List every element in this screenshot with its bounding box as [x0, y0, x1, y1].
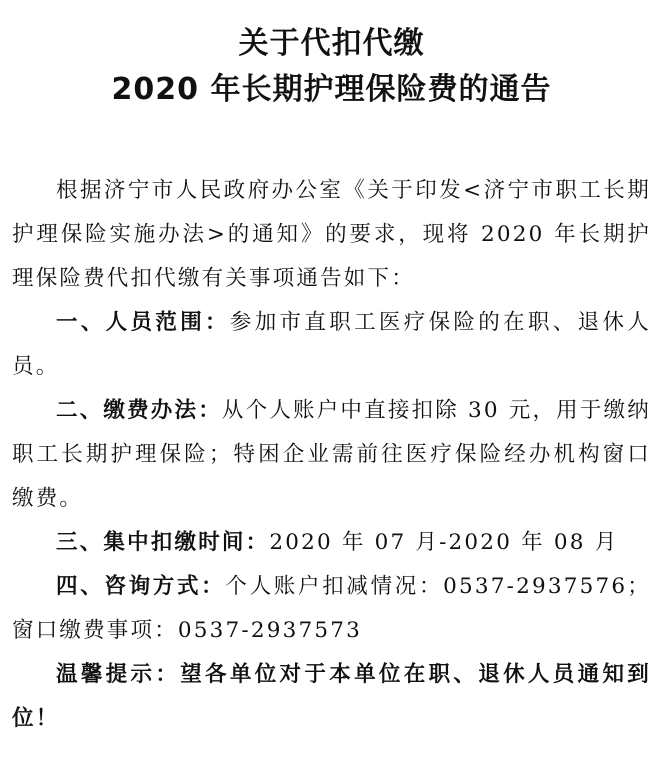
section-text: 2020 年 07 月-2020 年 08 月 [269, 530, 619, 555]
section-heading: 一、人员范围： [56, 310, 230, 335]
section-payment-method [12, 389, 651, 521]
section-text: 个人账户扣减情况：0537-2937576；窗口缴费事项：0537-2937573 [12, 574, 651, 643]
section-heading: 三、集中扣缴时间： [56, 530, 270, 555]
section-personnel-scope [12, 301, 651, 389]
warm-reminder [12, 653, 651, 741]
section-deduction-period [12, 521, 651, 565]
notice-body [12, 169, 651, 741]
notice-title-line-2: 2020 年长期护理保险费的通告 [111, 72, 552, 107]
reminder-heading: 温馨提示： [56, 662, 181, 687]
section-text: 从个人账户中直接扣除 30 元，用于缴纳职工长期护理保险；特困企业需前往医疗保险经办机构窗口缴费。 [12, 398, 651, 511]
section-heading: 二、缴费办法： [56, 398, 222, 423]
section-heading: 四、咨询方式： [56, 574, 226, 599]
notice-title-line-1: 关于代扣代缴 [238, 26, 425, 61]
intro-paragraph: 根据济宁市人民政府办公室《关于印发<济宁市职工长期护理保险实施办法>的通知》的要求，现将 2020 年长期护理保险费代扣代缴有关事项通告如下： [12, 178, 651, 291]
reminder-text: 望各单位对于本单位在职、退休人员通知到位！ [12, 662, 651, 731]
section-text: 参加市直职工医疗保险的在职、退休人员。 [12, 310, 651, 379]
section-contact [12, 565, 651, 653]
